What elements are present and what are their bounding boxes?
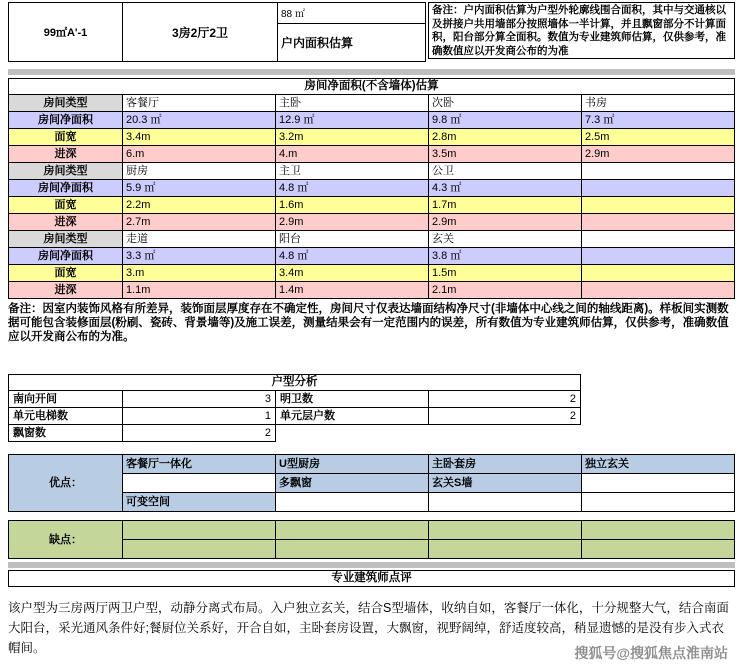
room-type-row bbox=[8, 231, 735, 248]
unit-area-cell: 88 ㎡ bbox=[278, 3, 425, 24]
row-label-area: 房间净面积 bbox=[9, 248, 123, 265]
row-label-type: 房间类型 bbox=[9, 95, 123, 112]
unit-summary-table bbox=[8, 2, 426, 62]
room-type-cell: 次卧 bbox=[429, 95, 582, 112]
analysis-value: 2 bbox=[123, 425, 276, 442]
cons-empty-cell bbox=[582, 540, 735, 559]
room-width-row bbox=[8, 265, 735, 282]
pros-item: 独立玄关 bbox=[582, 455, 735, 474]
room-area-cell: 4.8 ㎡ bbox=[276, 248, 429, 265]
row-label-type: 房间类型 bbox=[9, 231, 123, 248]
pros-empty-cell bbox=[276, 493, 429, 512]
analysis-row bbox=[8, 391, 581, 408]
room-depth-cell: 6.m bbox=[123, 146, 276, 163]
room-area-row bbox=[8, 112, 735, 129]
room-width-cell: 3.2m bbox=[276, 129, 429, 146]
pros-item: 多飘窗 bbox=[276, 474, 429, 493]
row-label-width: 面宽 bbox=[9, 265, 123, 282]
pros-empty-cell bbox=[582, 493, 735, 512]
row-label-depth: 进深 bbox=[9, 282, 123, 299]
room-area-cell: 5.9 ㎡ bbox=[123, 180, 276, 197]
room-width-cell: 2.5m bbox=[582, 129, 735, 146]
room-depth-cell bbox=[582, 214, 735, 231]
pros-empty-cell bbox=[582, 474, 735, 493]
room-type-row bbox=[8, 163, 735, 180]
room-type-cell bbox=[582, 163, 735, 180]
room-width-row bbox=[8, 197, 735, 214]
cons-empty-cell bbox=[582, 521, 735, 540]
room-type-cell: 主卧 bbox=[276, 95, 429, 112]
room-depth-row bbox=[8, 146, 735, 163]
room-type-row bbox=[8, 95, 735, 112]
room-width-cell: 3.4m bbox=[276, 265, 429, 282]
cons-empty-cell bbox=[123, 540, 276, 559]
pros-empty-cell bbox=[123, 474, 276, 493]
room-table-note: 备注：因室内装饰风格有所差异，装饰面层厚度存在不确定性，房间尺寸仅表达墙面结构净尺寸(非墙体中心线之间的轴线距离)。样板间实测数据可能包含装修面层(粉刷、瓷砖、背景墙等)及施工误差，测量结果会有一定范围内的误差，所有数值为专业建筑师估算，仅供参考，准确数值应以开发商公布的为准。 bbox=[8, 303, 729, 343]
room-area-cell: 3.8 ㎡ bbox=[429, 248, 582, 265]
row-label-area: 房间净面积 bbox=[9, 112, 123, 129]
room-type-cell: 公卫 bbox=[429, 163, 582, 180]
pros-item: 主卧套房 bbox=[429, 455, 582, 474]
room-depth-row bbox=[8, 282, 735, 299]
cons-empty-cell bbox=[123, 521, 276, 540]
room-area-cell: 3.3 ㎡ bbox=[123, 248, 276, 265]
room-area-cell bbox=[582, 180, 735, 197]
room-area-cell bbox=[582, 248, 735, 265]
analysis-value: 2 bbox=[429, 408, 581, 425]
unit-area-column bbox=[278, 3, 425, 61]
room-depth-cell: 1.1m bbox=[123, 282, 276, 299]
room-depth-cell bbox=[582, 282, 735, 299]
cons-table bbox=[8, 520, 735, 559]
room-type-cell: 玄关 bbox=[429, 231, 582, 248]
room-depth-cell: 1.4m bbox=[276, 282, 429, 299]
analysis-label: 南向开间 bbox=[9, 391, 123, 408]
analysis-label: 单元层户数 bbox=[276, 408, 429, 425]
room-depth-cell: 3.5m bbox=[429, 146, 582, 163]
room-width-cell: 1.7m bbox=[429, 197, 582, 214]
room-width-cell: 3.4m bbox=[123, 129, 276, 146]
analysis-title: 户型分析 bbox=[8, 374, 581, 391]
analysis-label: 飘窗数 bbox=[9, 425, 123, 442]
room-width-cell bbox=[582, 197, 735, 214]
room-depth-row bbox=[8, 214, 735, 231]
pros-item: U型厨房 bbox=[276, 455, 429, 474]
room-area-cell: 9.8 ㎡ bbox=[429, 112, 582, 129]
analysis-table bbox=[8, 374, 581, 442]
room-depth-cell: 2.9m bbox=[429, 214, 582, 231]
row-label-area: 房间净面积 bbox=[9, 180, 123, 197]
room-area-cell: 7.3 ㎡ bbox=[582, 112, 735, 129]
room-area-cell: 4.3 ㎡ bbox=[429, 180, 582, 197]
room-depth-cell: 2.9m bbox=[276, 214, 429, 231]
room-width-cell: 2.2m bbox=[123, 197, 276, 214]
room-table-title: 房间净面积(不含墙体)估算 bbox=[8, 78, 735, 95]
room-type-cell: 走道 bbox=[123, 231, 276, 248]
room-type-cell: 厨房 bbox=[123, 163, 276, 180]
row-label-depth: 进深 bbox=[9, 146, 123, 163]
room-depth-cell: 2.1m bbox=[429, 282, 582, 299]
analysis-row bbox=[8, 425, 581, 442]
analysis-value: 3 bbox=[123, 391, 276, 408]
pros-empty-cell bbox=[429, 493, 582, 512]
header-remark-note: 备注：户内面积估算为户型外轮廓线围合面积，其中与交通核以及拼接户共用墙部分按照墙体一半计算，并且飘窗部分不计算面积，阳台部分算全面积。数值为专业建筑师估算，仅供参考，准确数值应以开发商公布的为准 bbox=[428, 2, 735, 59]
room-area-row bbox=[8, 180, 735, 197]
pros-item: 可变空间 bbox=[123, 493, 276, 512]
room-area-row bbox=[8, 248, 735, 265]
room-type-cell bbox=[582, 231, 735, 248]
analysis-value: 2 bbox=[429, 391, 581, 408]
unit-code-cell: 99㎡A'-1 bbox=[9, 3, 123, 61]
room-depth-cell: 2.7m bbox=[123, 214, 276, 231]
analysis-label: 明卫数 bbox=[276, 391, 429, 408]
room-width-cell: 1.5m bbox=[429, 265, 582, 282]
row-label-type: 房间类型 bbox=[9, 163, 123, 180]
row-label-width: 面宽 bbox=[9, 129, 123, 146]
room-type-cell: 阳台 bbox=[276, 231, 429, 248]
unit-layout-cell: 3房2厅2卫 bbox=[123, 3, 278, 61]
room-area-cell: 12.9 ㎡ bbox=[276, 112, 429, 129]
pros-item: 客餐厅一体化 bbox=[123, 455, 276, 474]
room-width-cell bbox=[582, 265, 735, 282]
cons-empty-cell bbox=[429, 540, 582, 559]
separator-band bbox=[8, 562, 735, 568]
room-depth-cell: 4.m bbox=[276, 146, 429, 163]
room-width-cell: 1.6m bbox=[276, 197, 429, 214]
room-type-cell: 主卫 bbox=[276, 163, 429, 180]
watermark-text: 搜狐号@搜狐焦点淮南站 bbox=[574, 645, 728, 661]
pros-label: 优点： bbox=[9, 455, 123, 512]
room-area-cell: 4.8 ㎡ bbox=[276, 180, 429, 197]
review-content: 该户型为三房两厅两卫户型，动静分离式布局。入户独立玄关，结合S型墙体，收纳自如，客餐厅一体化，十分规整大气，结合南面大阳台，采光通风条件好;餐厨位关系好，开合自如，主卧套房设置，大飘窗，视野阔绰，舒适度较高，稍显遗憾的是没有步入式衣帽间。 bbox=[8, 601, 729, 655]
pros-item: 玄关S墙 bbox=[429, 474, 582, 493]
room-area-cell: 20.3 ㎡ bbox=[123, 112, 276, 129]
review-title: 专业建筑师点评 bbox=[8, 570, 735, 587]
room-depth-cell: 2.9m bbox=[582, 146, 735, 163]
room-width-cell: 3.m bbox=[123, 265, 276, 282]
row-label-width: 面宽 bbox=[9, 197, 123, 214]
pros-table bbox=[8, 454, 735, 512]
cons-label: 缺点： bbox=[9, 521, 123, 559]
analysis-row bbox=[8, 408, 581, 425]
room-width-cell: 2.8m bbox=[429, 129, 582, 146]
analysis-label: 单元电梯数 bbox=[9, 408, 123, 425]
analysis-value: 1 bbox=[123, 408, 276, 425]
row-label-depth: 进深 bbox=[9, 214, 123, 231]
cons-empty-cell bbox=[429, 521, 582, 540]
room-type-cell: 客餐厅 bbox=[123, 95, 276, 112]
room-area-table bbox=[8, 78, 735, 299]
area-estimate-title: 户内面积估算 bbox=[281, 36, 354, 50]
room-type-cell: 书房 bbox=[582, 95, 735, 112]
cons-empty-cell bbox=[276, 521, 429, 540]
room-width-row bbox=[8, 129, 735, 146]
cons-empty-cell bbox=[276, 540, 429, 559]
separator-band bbox=[8, 69, 735, 75]
